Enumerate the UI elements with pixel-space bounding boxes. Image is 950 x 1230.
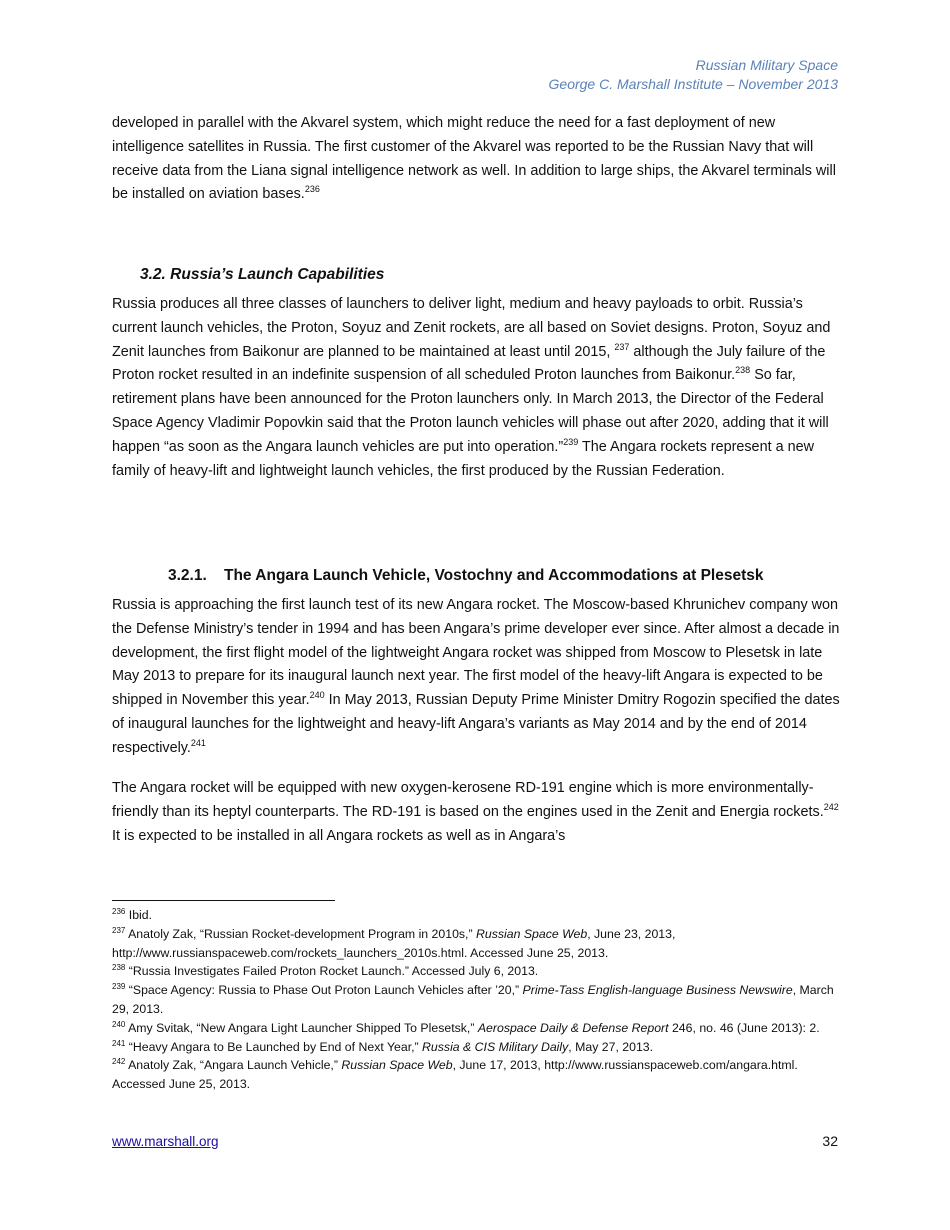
footnote-ref[interactable]: 240 [309,690,325,701]
footnote: $^{240}$ Amy Svitak, “New Angara Light Launcher Shipped To Plesetsk,” Aerospace Daily & Defense Report 246, no. 46 (June 2013): 2. [112,1019,820,1035]
subsection-heading [168,567,763,585]
header-title: Russian Military Space [695,57,838,73]
running-header [549,56,838,94]
footer-website-link[interactable]: www.marshall.org [112,1134,219,1149]
footnote-ref[interactable]: 237 [614,341,630,352]
footnote: $^{241}$ “Heavy Angara to Be Launched by End of Next Year,” Russia & CIS Military Daily, May 27, 2013. [112,1038,654,1054]
section-heading: 3.2. Russia’s Launch Capabilities [140,266,385,283]
paragraph-akvarel: developed in parallel with the Akvarel system, which might reduce the need for a fast deployment of new intelligence satellites in Russia. The first customer of the Akvarel was reported to be the Russian Navy that will receive data from the Liana signal intelligence network as well. In addition to large ships, the Akvarel terminals will be installed on aviation bases.$^{236}$ [112,115,836,203]
header-subtitle: George C. Marshall Institute – November 2013 [548,76,838,92]
footnote-ref[interactable]: 239 [563,436,579,447]
page-number: 32 [822,1133,838,1149]
footnote: $^{237}$ Anatoly Zak, “Russian Rocket-development Program in 2010s,” Russian Space Web, June 23, 2013, http://www.russianspaceweb.com/rockets_launchers_2010s.html. Accessed June 25, 2013. [112,925,676,960]
footnote: $^{236}$ Ibid. [112,906,153,922]
footnote-ref[interactable]: 236 [304,184,320,195]
footnote: $^{242}$ Anatoly Zak, “Angara Launch Vehicle,” Russian Space Web, June 17, 2013, http://www.russianspaceweb.com/angara.html. Accessed June 25, 2013. [112,1057,798,1092]
footnote: $^{238}$ “Russia Investigates Failed Proton Rocket Launch.” Accessed July 6, 2013. [112,963,539,979]
paragraph-launch-capabilities: Russia produces all three classes of launchers to deliver light, medium and heavy payloads to orbit. Russia’s current launch vehicles, the Proton, Soyuz and Zenit rockets, are all based on Soviet designs. Proton, Soyuz and Zenit launches from Baikonur are planned to be maintained at least until 2015, $^{237}$ although the July failure of the Proton rocket resulted in an indefinite suspension of all scheduled Proton launches from Baikonur.$^{238}$ So far, retirement plans have been announced for the Proton launchers only. In March 2013, the Director of the Federal Space Agency Vladimir Popovkin said that the Proton launch vehicles will phase out after 2020, adding that it will happen “as soon as the Angara launch vehicles are put into operation.”$^{239}$ The Angara rockets represent a new family of heavy-lift and lightweight launch vehicles, the first produced by the Russian Federation. [112,296,831,479]
paragraph-rd191: The Angara rocket will be equipped with new oxygen-kerosene RD-191 engine which is more environmentally-friendly than its heptyl counterparts. The RD-191 is based on the engines used in the Zenit and Energia rockets.$^{242}$ It is expected to be installed in all Angara rockets as well as in Angara’s [112,780,839,844]
subsection-number: 3.2.1. [168,567,207,584]
footnotes [112,906,842,1094]
footnote-ref[interactable]: 238 [735,365,751,376]
subsection-title: The Angara Launch Vehicle, Vostochny and Accommodations at Plesetsk [224,567,764,584]
footnote: $^{239}$ “Space Agency: Russia to Phase Out Proton Launch Vehicles after ’20,” Prime-Tass English-language Business Newswire, March 29, 2013. [112,982,834,1016]
footnote-ref[interactable]: 241 [190,737,206,748]
paragraph-angara: Russia is approaching the first launch test of its new Angara rocket. The Moscow-based Khrunichev company won the Defense Ministry’s tender in 1994 and has been Angara’s prime developer ever since. After almost a decade in development, the first flight model of the lightweight Angara rocket was shipped from Moscow to Plesetsk in late May 2013 to prepare for its inaugural launch next year. The first model of the heavy-lift Angara is expected to be shipped in November this year.$^{240}$ In May 2013, Russian Deputy Prime Minister Dmitry Rogozin specified the dates of inaugural launches for the lightweight and heavy-lift Angara’s variants as May 2014 and by the end of 2014 respectively.$^{241}$ [112,597,840,756]
footnote-ref[interactable]: 242 [823,802,839,812]
footnote-divider [112,900,335,901]
